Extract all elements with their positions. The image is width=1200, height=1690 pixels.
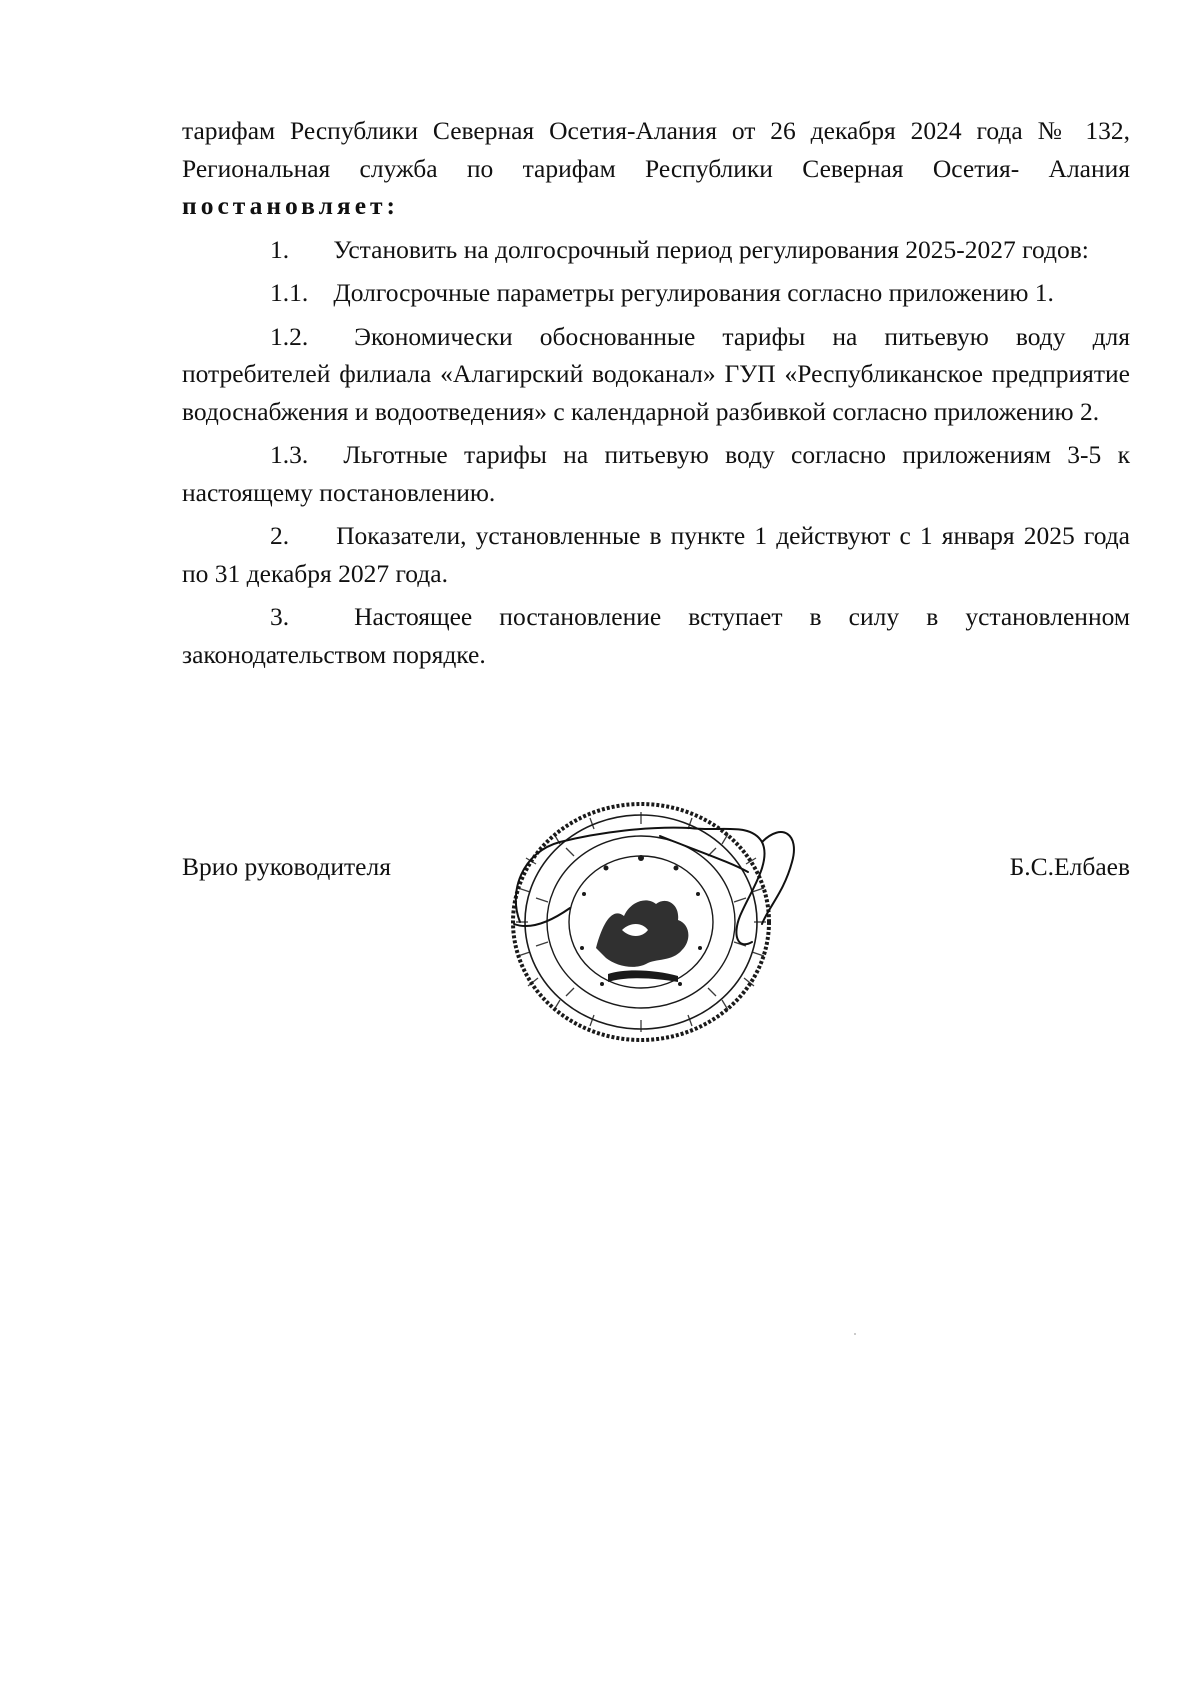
clause-number: 3. [270,602,290,631]
clause-text: Показатели, установленные в пункте 1 действуют с 1 января 2025 года по 31 декабря 2027 года. [182,521,1131,588]
document-body [182,112,1130,673]
intro-line-3-prefix: Алания [1048,153,1131,183]
handwritten-signature [500,812,840,962]
clause-number: 1.2. [270,321,309,351]
resolves-keyword: постановляет: [182,191,400,220]
clause-text: Льготные тарифы на питьевую воду согласно приложениям 3-5 к настоящему постановлению. [182,440,1131,507]
clause-text: Установить на долгосрочный период регулирования 2025-2027 годов: [333,234,1089,264]
clause-1 [182,231,1130,269]
clause-number: 1.3. [270,440,309,469]
clause-number: 2. [270,521,290,550]
intro-paragraph [182,112,1130,225]
clause-1-3 [182,436,1130,511]
signatory-name: Б.С.Елбаев [1009,852,1130,881]
clause-2 [182,517,1130,592]
clause-3 [182,598,1130,673]
clause-text: Долгосрочные параметры регулирования согласно приложению 1. [333,278,1054,307]
intro-line-1: тарифам Республики Северная Осетия-Алания от 26 декабря 2024 года [182,116,1023,145]
scan-speck [854,1333,856,1335]
signatory-title: Врио руководителя [182,852,391,881]
clause-text: Настоящее постановление вступает в силу в установленном законодательством порядке. [182,602,1130,669]
intro-line-2: № 132, Региональная служба по тарифам Республики Северная Осетия- [182,116,1130,183]
clause-number: 1.1. [270,278,309,307]
clause-text: Экономически обоснованные тарифы на питьевую воду для потребителей филиала «Алагирский водоканал» ГУП «Республиканское предприятие водоснабжения и водоотведения» с календарной разбивкой согласно приложению 2. [182,321,1130,426]
clause-number: 1. [270,234,290,264]
clause-1-1 [182,274,1130,312]
clause-1-2 [182,318,1130,431]
